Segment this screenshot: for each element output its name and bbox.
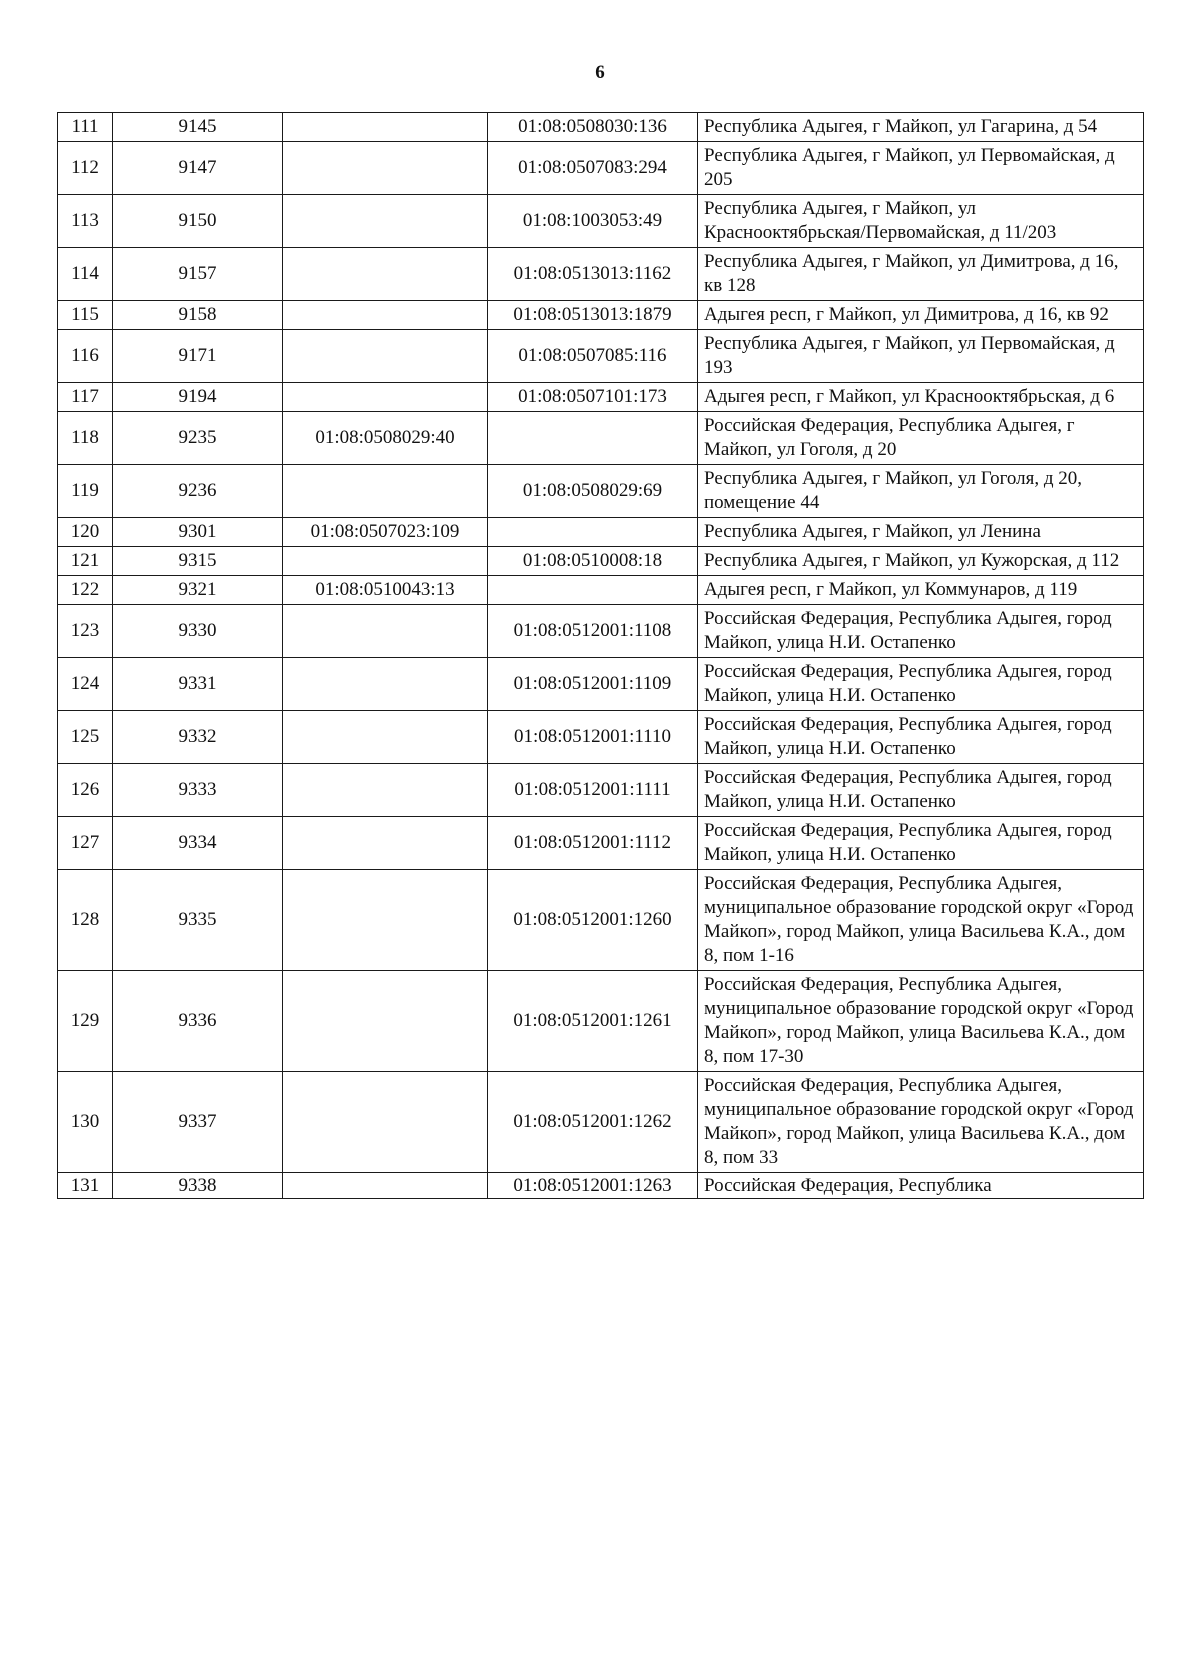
object-address: Республика Адыгея, г Майкоп, ул Гагарина, д 54 bbox=[698, 113, 1144, 142]
cadastral-number-land: 01:08:0510043:13 bbox=[283, 576, 488, 605]
object-code: 9335 bbox=[113, 870, 283, 971]
cadastral-number-object: 01:08:0512001:1112 bbox=[488, 817, 698, 870]
object-address: Адыгея респ, г Майкоп, ул Краснооктябрьская, д 6 bbox=[698, 383, 1144, 412]
object-code: 9236 bbox=[113, 465, 283, 518]
cadastral-number-land bbox=[283, 658, 488, 711]
registry-table bbox=[57, 112, 1144, 1199]
object-address: Российская Федерация, Республика Адыгея, город Майкоп, улица Н.И. Остапенко bbox=[698, 817, 1144, 870]
table-row bbox=[58, 301, 1144, 330]
table-row bbox=[58, 817, 1144, 870]
cadastral-number-land bbox=[283, 817, 488, 870]
row-number: 129 bbox=[58, 971, 113, 1072]
cadastral-number-land bbox=[283, 547, 488, 576]
table-row bbox=[58, 711, 1144, 764]
object-address: Республика Адыгея, г Майкоп, ул Гоголя, д 20, помещение 44 bbox=[698, 465, 1144, 518]
object-code: 9337 bbox=[113, 1072, 283, 1173]
object-address: Российская Федерация, Республика Адыгея, город Майкоп, улица Н.И. Остапенко bbox=[698, 605, 1144, 658]
row-number: 126 bbox=[58, 764, 113, 817]
object-address: Российская Федерация, Республика Адыгея, город Майкоп, улица Н.И. Остапенко bbox=[698, 764, 1144, 817]
cadastral-number-object: 01:08:0508030:136 bbox=[488, 113, 698, 142]
cadastral-number-object bbox=[488, 576, 698, 605]
row-number: 127 bbox=[58, 817, 113, 870]
object-code: 9147 bbox=[113, 142, 283, 195]
row-number: 122 bbox=[58, 576, 113, 605]
row-number: 119 bbox=[58, 465, 113, 518]
object-address: Республика Адыгея, г Майкоп, ул Краснооктябрьская/Первомайская, д 11/203 bbox=[698, 195, 1144, 248]
row-number: 117 bbox=[58, 383, 113, 412]
cadastral-number-object bbox=[488, 412, 698, 465]
cadastral-number-land bbox=[283, 195, 488, 248]
table-row bbox=[58, 658, 1144, 711]
cadastral-number-object: 01:08:0513013:1162 bbox=[488, 248, 698, 301]
cadastral-number-object: 01:08:0512001:1260 bbox=[488, 870, 698, 971]
object-address: Адыгея респ, г Майкоп, ул Коммунаров, д 119 bbox=[698, 576, 1144, 605]
cadastral-number-object: 01:08:0510008:18 bbox=[488, 547, 698, 576]
row-number: 114 bbox=[58, 248, 113, 301]
row-number: 123 bbox=[58, 605, 113, 658]
cadastral-number-object: 01:08:1003053:49 bbox=[488, 195, 698, 248]
row-number: 120 bbox=[58, 518, 113, 547]
object-address: Республика Адыгея, г Майкоп, ул Кужорская, д 112 bbox=[698, 547, 1144, 576]
row-number: 112 bbox=[58, 142, 113, 195]
table-row bbox=[58, 465, 1144, 518]
object-code: 9235 bbox=[113, 412, 283, 465]
object-address: Адыгея респ, г Майкоп, ул Димитрова, д 16, кв 92 bbox=[698, 301, 1144, 330]
cadastral-number-land bbox=[283, 465, 488, 518]
table-row bbox=[58, 1173, 1144, 1199]
object-address: Российская Федерация, Республика Адыгея, муниципальное образование городской округ «Город Майкоп», город Майкоп, улица Васильева К.А., дом 8, пом 17-30 bbox=[698, 971, 1144, 1072]
object-code: 9171 bbox=[113, 330, 283, 383]
object-address: Российская Федерация, Республика Адыгея, город Майкоп, улица Н.И. Остапенко bbox=[698, 658, 1144, 711]
cadastral-number-land bbox=[283, 330, 488, 383]
object-address: Республика Адыгея, г Майкоп, ул Ленина bbox=[698, 518, 1144, 547]
cadastral-number-object: 01:08:0512001:1263 bbox=[488, 1173, 698, 1199]
cadastral-number-land bbox=[283, 1072, 488, 1173]
table-row bbox=[58, 605, 1144, 658]
cadastral-number-land bbox=[283, 1173, 488, 1199]
row-number: 113 bbox=[58, 195, 113, 248]
table-row bbox=[58, 142, 1144, 195]
cadastral-number-object: 01:08:0508029:69 bbox=[488, 465, 698, 518]
object-code: 9332 bbox=[113, 711, 283, 764]
cadastral-number-object: 01:08:0512001:1108 bbox=[488, 605, 698, 658]
cadastral-number-land bbox=[283, 971, 488, 1072]
table-row bbox=[58, 330, 1144, 383]
object-code: 9145 bbox=[113, 113, 283, 142]
object-address: Республика Адыгея, г Майкоп, ул Первомайская, д 193 bbox=[698, 330, 1144, 383]
object-address: Российская Федерация, Республика Адыгея, муниципальное образование городской округ «Город Майкоп», город Майкоп, улица Васильева К.А., дом 8, пом 1-16 bbox=[698, 870, 1144, 971]
cadastral-number-object: 01:08:0512001:1109 bbox=[488, 658, 698, 711]
table-row bbox=[58, 195, 1144, 248]
table-row bbox=[58, 971, 1144, 1072]
cadastral-number-object: 01:08:0507083:294 bbox=[488, 142, 698, 195]
object-code: 9321 bbox=[113, 576, 283, 605]
cadastral-number-object: 01:08:0512001:1261 bbox=[488, 971, 698, 1072]
table-row bbox=[58, 383, 1144, 412]
object-code: 9336 bbox=[113, 971, 283, 1072]
cadastral-number-land bbox=[283, 605, 488, 658]
table-row bbox=[58, 547, 1144, 576]
table-row bbox=[58, 870, 1144, 971]
row-number: 121 bbox=[58, 547, 113, 576]
row-number: 131 bbox=[58, 1173, 113, 1199]
table-row bbox=[58, 1072, 1144, 1173]
cadastral-number-land bbox=[283, 142, 488, 195]
cadastral-number-land bbox=[283, 383, 488, 412]
row-number: 124 bbox=[58, 658, 113, 711]
page-number: 6 bbox=[595, 62, 605, 83]
object-code: 9150 bbox=[113, 195, 283, 248]
object-address: Российская Федерация, Республика Адыгея, город Майкоп, улица Н.И. Остапенко bbox=[698, 711, 1144, 764]
cadastral-number-land bbox=[283, 870, 488, 971]
object-code: 9330 bbox=[113, 605, 283, 658]
table-row bbox=[58, 113, 1144, 142]
object-code: 9315 bbox=[113, 547, 283, 576]
cadastral-number-land bbox=[283, 711, 488, 764]
cadastral-number-object bbox=[488, 518, 698, 547]
row-number: 125 bbox=[58, 711, 113, 764]
table-row bbox=[58, 412, 1144, 465]
cadastral-number-land bbox=[283, 764, 488, 817]
object-address: Российская Федерация, Республика bbox=[698, 1173, 1144, 1199]
table-row bbox=[58, 576, 1144, 605]
object-code: 9331 bbox=[113, 658, 283, 711]
object-address: Российская Федерация, Республика Адыгея, г Майкоп, ул Гоголя, д 20 bbox=[698, 412, 1144, 465]
cadastral-number-land: 01:08:0507023:109 bbox=[283, 518, 488, 547]
object-code: 9338 bbox=[113, 1173, 283, 1199]
cadastral-number-land: 01:08:0508029:40 bbox=[283, 412, 488, 465]
registry-rows bbox=[58, 113, 1144, 1199]
cadastral-number-object: 01:08:0513013:1879 bbox=[488, 301, 698, 330]
table-row bbox=[58, 248, 1144, 301]
cadastral-number-land bbox=[283, 248, 488, 301]
row-number: 118 bbox=[58, 412, 113, 465]
object-code: 9157 bbox=[113, 248, 283, 301]
object-code: 9158 bbox=[113, 301, 283, 330]
row-number: 128 bbox=[58, 870, 113, 971]
cadastral-number-land bbox=[283, 301, 488, 330]
cadastral-number-object: 01:08:0507085:116 bbox=[488, 330, 698, 383]
cadastral-number-object: 01:08:0512001:1262 bbox=[488, 1072, 698, 1173]
cadastral-number-land bbox=[283, 113, 488, 142]
row-number: 116 bbox=[58, 330, 113, 383]
cadastral-number-object: 01:08:0512001:1110 bbox=[488, 711, 698, 764]
cadastral-number-object: 01:08:0512001:1111 bbox=[488, 764, 698, 817]
row-number: 130 bbox=[58, 1072, 113, 1173]
object-code: 9333 bbox=[113, 764, 283, 817]
table-row bbox=[58, 518, 1144, 547]
object-address: Российская Федерация, Республика Адыгея, муниципальное образование городской округ «Город Майкоп», город Майкоп, улица Васильева К.А., дом 8, пом 33 bbox=[698, 1072, 1144, 1173]
row-number: 115 bbox=[58, 301, 113, 330]
object-code: 9194 bbox=[113, 383, 283, 412]
table-row bbox=[58, 764, 1144, 817]
object-code: 9301 bbox=[113, 518, 283, 547]
object-address: Республика Адыгея, г Майкоп, ул Димитрова, д 16, кв 128 bbox=[698, 248, 1144, 301]
row-number: 111 bbox=[58, 113, 113, 142]
object-address: Республика Адыгея, г Майкоп, ул Первомайская, д 205 bbox=[698, 142, 1144, 195]
object-code: 9334 bbox=[113, 817, 283, 870]
cadastral-number-object: 01:08:0507101:173 bbox=[488, 383, 698, 412]
